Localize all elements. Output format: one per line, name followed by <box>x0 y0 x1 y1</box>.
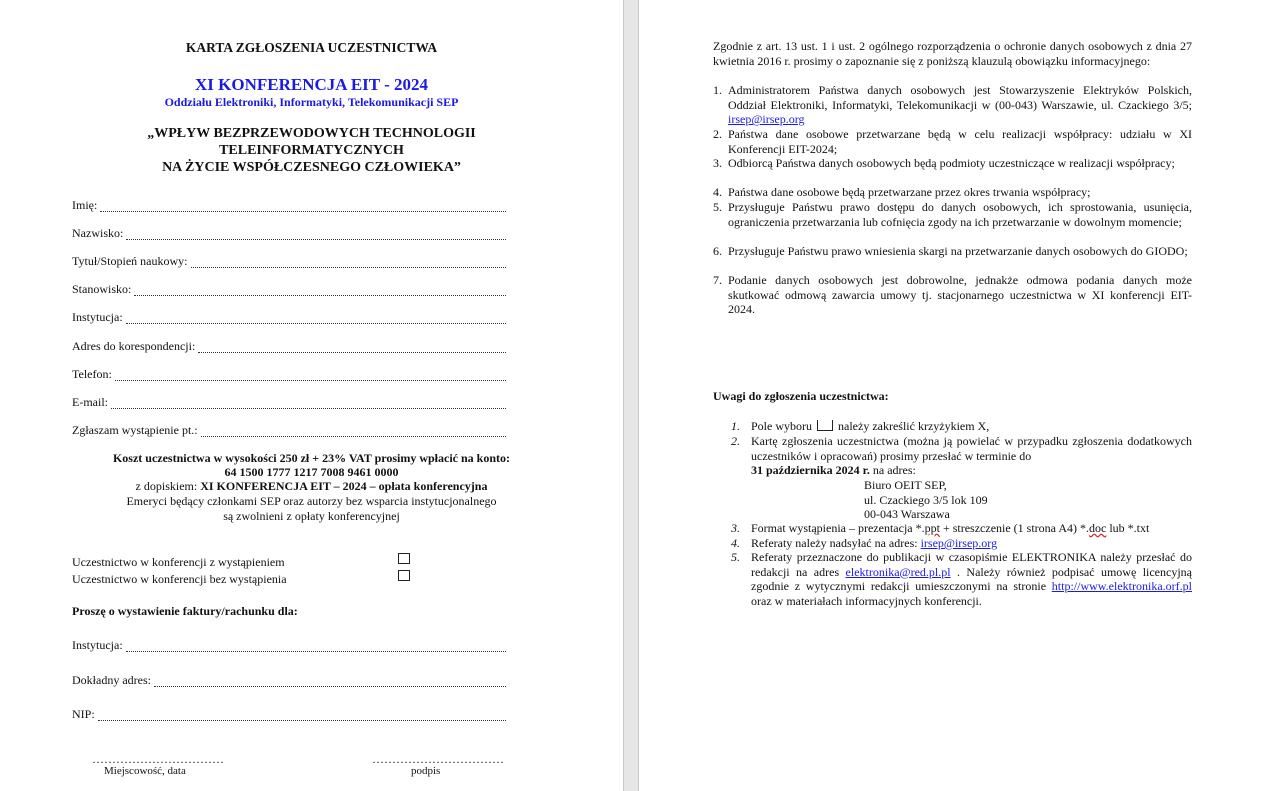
remark-2 <box>731 434 1192 463</box>
cost-prefix: z dopiskiem: <box>135 479 201 493</box>
field-line[interactable] <box>154 676 506 687</box>
field-talk-title[interactable] <box>72 423 506 437</box>
remark-5 <box>731 550 1192 608</box>
clause-text: Przysługuje Państwu prawo wniesienia skargi na przetwarzanie danych osobowych do GIODO; <box>728 244 1188 258</box>
remark-3 <box>731 521 1192 536</box>
clause-text: Odbiorcą Państwa danych osobowych będą podmioty uczestniczące w realizacji współpracy; <box>728 156 1175 170</box>
remark-text: + streszczenie (1 strona A4) *. <box>939 521 1090 535</box>
remark-1 <box>731 419 1192 434</box>
field-line[interactable] <box>126 313 506 324</box>
invoice-field-nip[interactable] <box>72 707 506 721</box>
topic-line-3: NA ŻYCIE WSPÓŁCZESNEGO CZŁOWIEKA” <box>162 160 461 175</box>
clause-number: 5. <box>713 200 722 214</box>
field-position[interactable] <box>72 282 506 296</box>
field-label: Instytucja: <box>72 310 123 324</box>
clause-text: Podanie danych osobowych jest dobrowolne, jednakże odmowa podania danych może skutkować odmową zawarcia umowy tj. stacjonarnego uczestnictwa w XI konferencji EIT-2024. <box>728 273 1192 317</box>
option-with-talk-label: Uczestnictwo w konferencji z wystąpieniem <box>72 555 285 569</box>
invoice-heading: Proszę o wystawienie faktury/rachunku dla: <box>72 604 298 618</box>
clause-number: 1. <box>713 83 722 97</box>
remark-number: 3. <box>731 521 740 535</box>
field-line[interactable] <box>111 398 506 409</box>
remark-text: należy zakreślić krzyżykiem X, <box>838 419 990 433</box>
field-label: Nazwisko: <box>72 226 124 240</box>
field-label: Zgłaszam wystąpienie pt.: <box>72 423 198 437</box>
gdpr-clause-5 <box>713 200 1192 229</box>
remark-text: Referaty należy nadsyłać na adres: <box>751 536 921 550</box>
gdpr-intro: Zgodnie z art. 13 ust. 1 i ust. 2 ogólnego rozporządzenia o ochronie danych osobowych z dnia 27 kwietnia 2016 r. prosimy o zapoznanie się z poniższą klauzulą obowiązku informacyjnego: <box>713 39 1192 68</box>
field-line[interactable] <box>126 229 506 240</box>
field-label: Tytuł/Stopień naukowy: <box>72 254 188 268</box>
field-line[interactable] <box>134 285 506 296</box>
clause-email-link[interactable]: irsep@irsep.org <box>728 112 805 127</box>
option-with-talk-checkbox[interactable] <box>398 553 410 564</box>
clause-number: 2. <box>713 127 722 141</box>
field-line[interactable] <box>191 257 507 268</box>
remark-text: oraz w materiałach informacyjnych konferencji. <box>751 593 982 608</box>
field-line[interactable] <box>126 641 506 652</box>
remark-number: 2. <box>731 434 740 448</box>
clause-number: 3. <box>713 156 722 170</box>
clause-text: Państwa dane osobowe będą przetwarzane przez okres trwania współpracy; <box>728 185 1091 199</box>
clause-number: 7. <box>713 273 722 287</box>
field-name[interactable] <box>72 198 506 212</box>
gdpr-clause-6 <box>713 244 1192 259</box>
field-label: Dokładny adres: <box>72 673 151 687</box>
conference-title: XI KONFERENCJA EIT - 2024 <box>195 75 428 94</box>
remark-text: lub *.txt <box>1106 521 1150 535</box>
remark-number: 4. <box>731 536 740 550</box>
field-label: Stanowisko: <box>72 282 132 296</box>
form-title: KARTA ZGŁOSZENIA UCZESTNICTWA <box>185 40 438 55</box>
papers-email-link[interactable]: irsep@irsep.org <box>920 536 998 550</box>
clause-text: Państwa dane osobowe przetwarzane będą w celu realizacji współpracy: udziału w XI Konferencji EIT-2024; <box>728 127 1192 156</box>
remark-4 <box>731 536 1192 551</box>
clause-text: Administratorem Państwa danych osobowych jest Stowarzyszenie Elektryków Polskich, Oddział Elektroniki, Informatyki, Telekomunikacji w (00-043) Warszawie, ul. Czackiego 3/5; <box>728 83 1192 112</box>
clause-text: Przysługuje Państwu prawo dostępu do danych osobowych, ich sprostowania, usunięcia, ograniczenia przetwarzania lub cofnięcia zgody na ich przetwarzanie w dowolnym momencie; <box>728 200 1192 229</box>
address-line-1: Biuro OEIT SEP, <box>864 478 947 492</box>
address-line-3: 00-043 Warszawa <box>864 507 950 521</box>
field-institution[interactable] <box>72 310 506 324</box>
remarks-heading: Uwagi do zgłoszenia uczestnictwa: <box>713 389 889 403</box>
remark-number: 1. <box>731 419 740 433</box>
conference-subtitle: Oddziału Elektroniki, Informatyki, Telekomunikacji SEP <box>164 95 459 109</box>
option-without-talk-checkbox[interactable] <box>398 570 410 581</box>
cost-line-3 <box>0 479 623 493</box>
gdpr-clause-7 <box>713 273 1192 317</box>
cost-line-5: są zwolnieni z opłaty konferencyjnej <box>223 509 400 523</box>
cost-line-4: Emeryci będący członkami SEP oraz autorzy bez wsparcia instytucjonalnego <box>126 494 497 508</box>
field-line[interactable] <box>98 710 506 721</box>
gdpr-clause-4 <box>713 185 1192 200</box>
gdpr-clause-3 <box>713 156 1192 171</box>
signature-place-dots[interactable]: …………………………… <box>92 752 224 766</box>
remark-text: Pole wyboru <box>751 419 812 433</box>
field-line[interactable] <box>198 342 506 353</box>
remark-text: Referaty przeznaczone do publikacji w czasopiśmie ELEKTRONIKA należy przesłać do redakcji na adres <box>751 550 1192 579</box>
clause-number: 4. <box>713 185 722 199</box>
editorial-email-link[interactable]: elektronika@red.pl.pl <box>845 564 951 579</box>
cost-line-1: Koszt uczestnictwa w wysokości 250 zł + 23% VAT prosimy wpłacić na konto: <box>112 451 511 465</box>
right-page <box>639 0 1261 791</box>
format-doc: doc <box>1089 521 1107 535</box>
left-page <box>0 0 623 791</box>
signature-label: podpis <box>411 765 441 777</box>
deadline-date: 31 października 2024 r. <box>751 463 870 477</box>
gdpr-clause-1 <box>713 83 1192 127</box>
remark-number: 5. <box>731 550 740 564</box>
field-label: Adres do korespondencji: <box>72 339 196 353</box>
editorial-website-link[interactable]: http://www.elektronika.orf.pl <box>1051 579 1192 594</box>
field-address[interactable] <box>72 339 506 353</box>
remark-text: Format wystąpienia – prezentacja *. <box>751 521 925 535</box>
bank-account: 64 1500 1777 1217 7008 9461 0000 <box>224 465 399 479</box>
gdpr-clause-2 <box>713 127 1192 156</box>
field-line[interactable] <box>115 370 506 381</box>
checkbox-sample-icon <box>817 420 833 431</box>
invoice-field-institution[interactable] <box>72 638 506 652</box>
signature-dots[interactable]: …………………………… <box>372 752 504 766</box>
remark-text: Kartę zgłoszenia uczestnictwa (można ją powielać w przypadku zgłoszenia dodatkowych uczestników i opracowań) prosimy przesłać w terminie do <box>751 434 1192 463</box>
clause-number: 6. <box>713 244 722 258</box>
field-line[interactable] <box>100 201 506 212</box>
invoice-field-address[interactable] <box>72 673 506 687</box>
page-gutter <box>623 0 639 791</box>
address-line-2: ul. Czackiego 3/5 lok 109 <box>864 493 988 507</box>
deadline-suffix: na adres: <box>869 463 916 477</box>
field-phone[interactable] <box>72 367 506 381</box>
field-label: Imię: <box>72 198 98 212</box>
field-email[interactable] <box>72 395 506 409</box>
format-ppt: ppt <box>924 521 940 535</box>
field-label: E-mail: <box>72 395 108 409</box>
field-line[interactable] <box>201 426 506 437</box>
topic-line-2: TELEINFORMATYCZNYCH <box>219 143 404 158</box>
remark-2-deadline <box>751 463 916 477</box>
payment-title: XI KONFERENCJA EIT – 2024 – opłata konferencyjna <box>200 479 488 493</box>
topic-line-1: „WPŁYW BEZPRZEWODOWYCH TECHNOLOGII <box>147 126 476 141</box>
field-title[interactable] <box>72 254 506 268</box>
signature-place-label: Miejscowość, data <box>104 765 186 777</box>
remark-text: . Należy również podpisać umowę licencyjną zgodnie z wytycznymi redakcji umieszczonymi na stronie <box>751 564 1192 594</box>
field-label: Telefon: <box>72 367 112 381</box>
field-surname[interactable] <box>72 226 506 240</box>
option-without-talk-label: Uczestnictwo w konferencji bez wystąpienia <box>72 572 287 586</box>
field-label: NIP: <box>72 707 95 721</box>
field-label: Instytucja: <box>72 638 123 652</box>
